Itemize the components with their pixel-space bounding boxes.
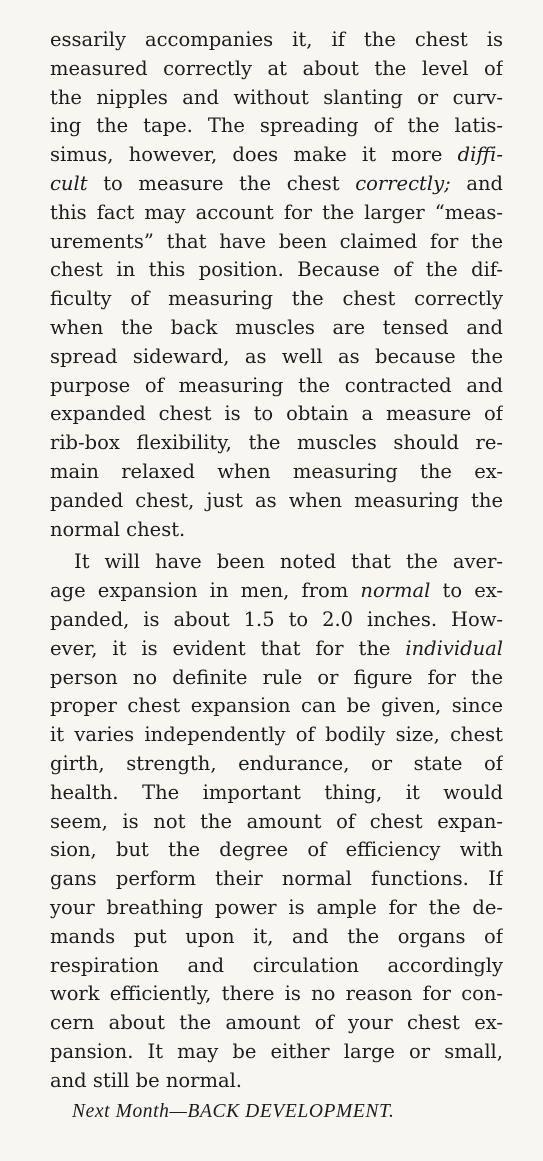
text-line: sion, but the degree of efficiency with xyxy=(50,838,503,862)
text-line: proper chest expansion can be given, since xyxy=(50,694,503,718)
paragraph xyxy=(50,548,503,1095)
text-line: chest in this position. Because of the dif- xyxy=(50,258,503,282)
text-line: essarily accompanies it, if the chest is xyxy=(50,28,503,51)
text-line: your breathing power is ample for the de- xyxy=(50,895,503,919)
text-line: girth, strength, endurance, or state of xyxy=(50,751,503,775)
text-line: seem, is not the amount of chest expan- xyxy=(50,809,503,833)
text-line: respiration and circulation accordingly xyxy=(50,953,503,977)
text-line: It will have been noted that the aver- xyxy=(74,550,503,574)
text-line: pansion. It may be either large or small, xyxy=(50,1039,503,1063)
text-line: spread sideward, as well as because the xyxy=(50,344,503,368)
text-line: gans perform their normal functions. If xyxy=(50,867,503,891)
text-line: person no definite rule or figure for the xyxy=(50,665,503,689)
text-line: purpose of measuring the contracted and xyxy=(50,373,503,397)
text-line: mands put upon it, and the organs of xyxy=(50,924,503,948)
text-line: it varies independently of bodily size, chest xyxy=(50,723,503,747)
paragraph xyxy=(50,26,503,544)
text-line: normal chest. xyxy=(50,517,186,541)
text-line: when the back muscles are tensed and xyxy=(50,315,503,339)
text-line: rib-box flexibility, the muscles should re- xyxy=(50,431,503,455)
text-line: simus, however, does make it more diffi- xyxy=(50,143,503,167)
text-line: urements” that have been claimed for the xyxy=(50,229,503,253)
text-line: expanded chest is to obtain a measure of xyxy=(50,402,503,426)
text-line: and still be normal. xyxy=(50,1068,243,1092)
text-line: main relaxed when measuring the ex- xyxy=(50,459,503,483)
text-line: ficulty of measuring the chest correctly xyxy=(50,287,503,311)
text-line: cern about the amount of your chest ex- xyxy=(50,1011,503,1035)
article-body xyxy=(50,26,503,1095)
text-line: this fact may account for the larger “meas- xyxy=(50,200,503,224)
text-line: ever, it is evident that for the individual xyxy=(50,636,503,660)
text-line: panded chest, just as when measuring the xyxy=(50,488,503,512)
text-line: work efficiently, there is no reason for con- xyxy=(50,982,503,1006)
next-month-footer: Next Month—BACK DEVELOPMENT. xyxy=(72,1101,395,1123)
text-line: cult to measure the chest correctly; and xyxy=(50,171,503,195)
text-line: health. The important thing, it would xyxy=(50,780,503,804)
text-line: age expansion in men, from normal to ex- xyxy=(50,579,503,603)
text-line: measured correctly at about the level of xyxy=(50,56,503,80)
text-line: the nipples and without slanting or curv- xyxy=(50,85,503,109)
text-line: panded, is about 1.5 to 2.0 inches. How- xyxy=(50,607,503,631)
text-line: ing the tape. The spreading of the latis- xyxy=(50,114,503,138)
